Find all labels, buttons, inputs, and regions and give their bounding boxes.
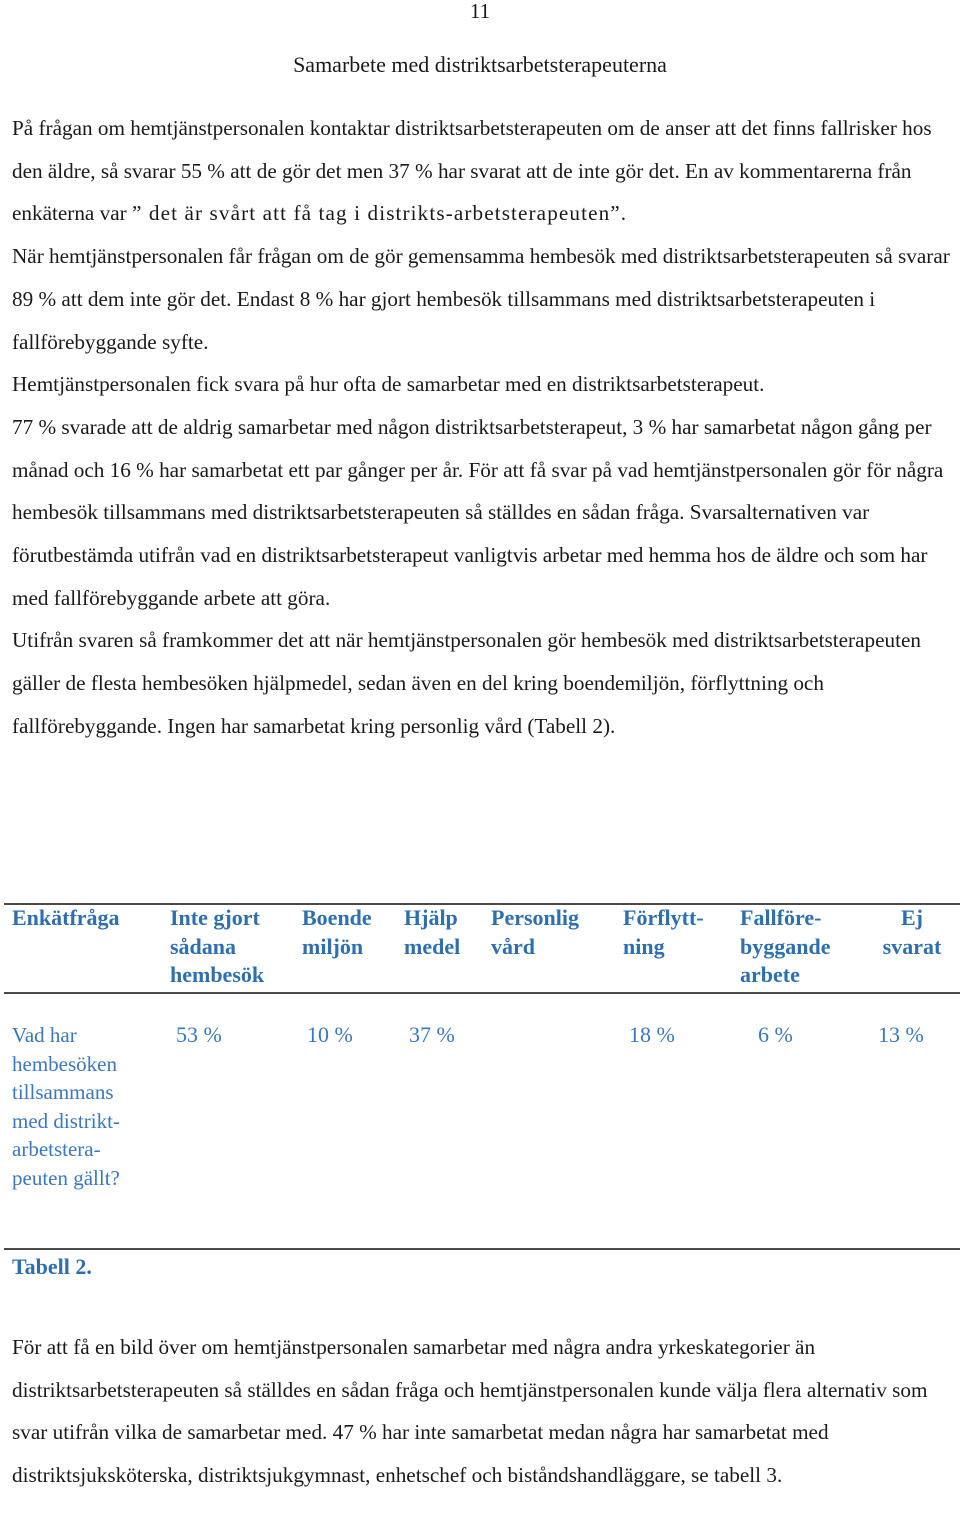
paragraph-1-end: . [620, 201, 627, 226]
header-personlig-vard: Personlig vård [491, 905, 579, 959]
header-hjalp-medel: Hjälp medel [404, 905, 461, 959]
paragraph-3: Hemtjänstpersonalen fick svara på hur ofta de samarbetar med en distriktsarbetsterapeut. [12, 372, 765, 397]
paragraph-5: Utifrån svaren så framkommer det att när hemtjänstpersonalen gör hembesök med distriktsarbetsterapeuten gäller de flesta hembesöken hjälpmedel, sedan även en del kring boendemiljön, förflyttning och fallförebyggande. Ingen har samarbetat kring personlig vård (Tabell 2). [12, 628, 921, 738]
row-label: Vad har hembesöken tillsammans med distrikt-arbetstera-peuten gällt? [12, 1023, 120, 1190]
paragraph-2: När hemtjänstpersonalen får frågan om de gör gemensamma hembesök med distriktsarbetsterapeuten så svarar 89 % att dem inte gör det. Endast 8 % har gjort hembesök tillsammans med distriktsarbetsterapeuten i fallförebyggande syfte. [12, 244, 950, 354]
cell-fallforebyggande: 6 % [758, 1022, 793, 1047]
results-table [0, 900, 960, 1252]
cell-hjalp-medel: 37 % [409, 1022, 455, 1047]
header-enkatfraga: Enkätfråga [12, 905, 120, 930]
body-lower [12, 1326, 952, 1497]
cell-forflyttning: 18 % [629, 1022, 675, 1047]
header-forflyttning: Förflytt-ning [623, 905, 704, 959]
paragraph-1 [12, 107, 952, 235]
table-bottom-rule [4, 1248, 960, 1250]
section-heading: Samarbete med distriktsarbetsterapeuterna [293, 52, 667, 77]
table-header-rule [4, 992, 960, 994]
body-upper [12, 107, 952, 748]
header-fallforebyggande: Fallföre-byggande arbete [740, 905, 831, 987]
paragraph-4: 77 % svarade att de aldrig samarbetar med någon distriktsarbetsterapeut, 3 % har samarbetat någon gång per månad och 16 % har samarbetat ett par gånger per år. För att få svar på vad hemtjänstpersonalen gör för några hembesök tillsammans med distriktsarbetsterapeuten så ställdes en sådan fråga. Svarsalternativen var förutbestämda utifrån vad en distriktsarbetsterapeut vanligtvis arbetar med hemma hos de äldre och som har med fallförebyggande arbete att göra. [12, 414, 944, 610]
cell-ej-svarat: 13 % [878, 1022, 924, 1047]
table-caption: Tabell 2. [12, 1254, 92, 1279]
cell-boende-miljon: 10 % [307, 1022, 353, 1047]
header-inte-gjort: Inte gjort sådana hembesök [170, 905, 265, 987]
paragraph-1-text: På frågan om hemtjänstpersonalen kontaktar distriktsarbetsterapeuten om de anser att det finns fallrisker hos den äldre, så svarar 55 % att de gör det men 37 % har svarat att de inte gör det. En av kommentarerna från enkäterna var [12, 116, 932, 226]
paragraph-6: För att få en bild över om hemtjänstpersonalen samarbetar med några andra yrkeskategorier än distriktsarbetsterapeuten så ställdes en sådan fråga och hemtjänstpersonalen kunde välja flera alternativ som svar utifrån vilka de samarbetar med. 47 % har inte samarbetat medan några har samarbetat med distriktsjuksköterska, distriktsjukgymnast, enhetschef och biståndshandläggare, se tabell 3. [12, 1335, 928, 1488]
cell-inte-gjort: 53 % [176, 1022, 222, 1047]
paragraph-1-quote: ” det är svårt att få tag i distrikts-arbetsterapeuten” [132, 201, 621, 226]
header-boende-miljon: Boende miljön [302, 905, 372, 959]
page-number: 11 [469, 0, 491, 23]
header-ej-svarat: Ej svarat [882, 905, 942, 959]
